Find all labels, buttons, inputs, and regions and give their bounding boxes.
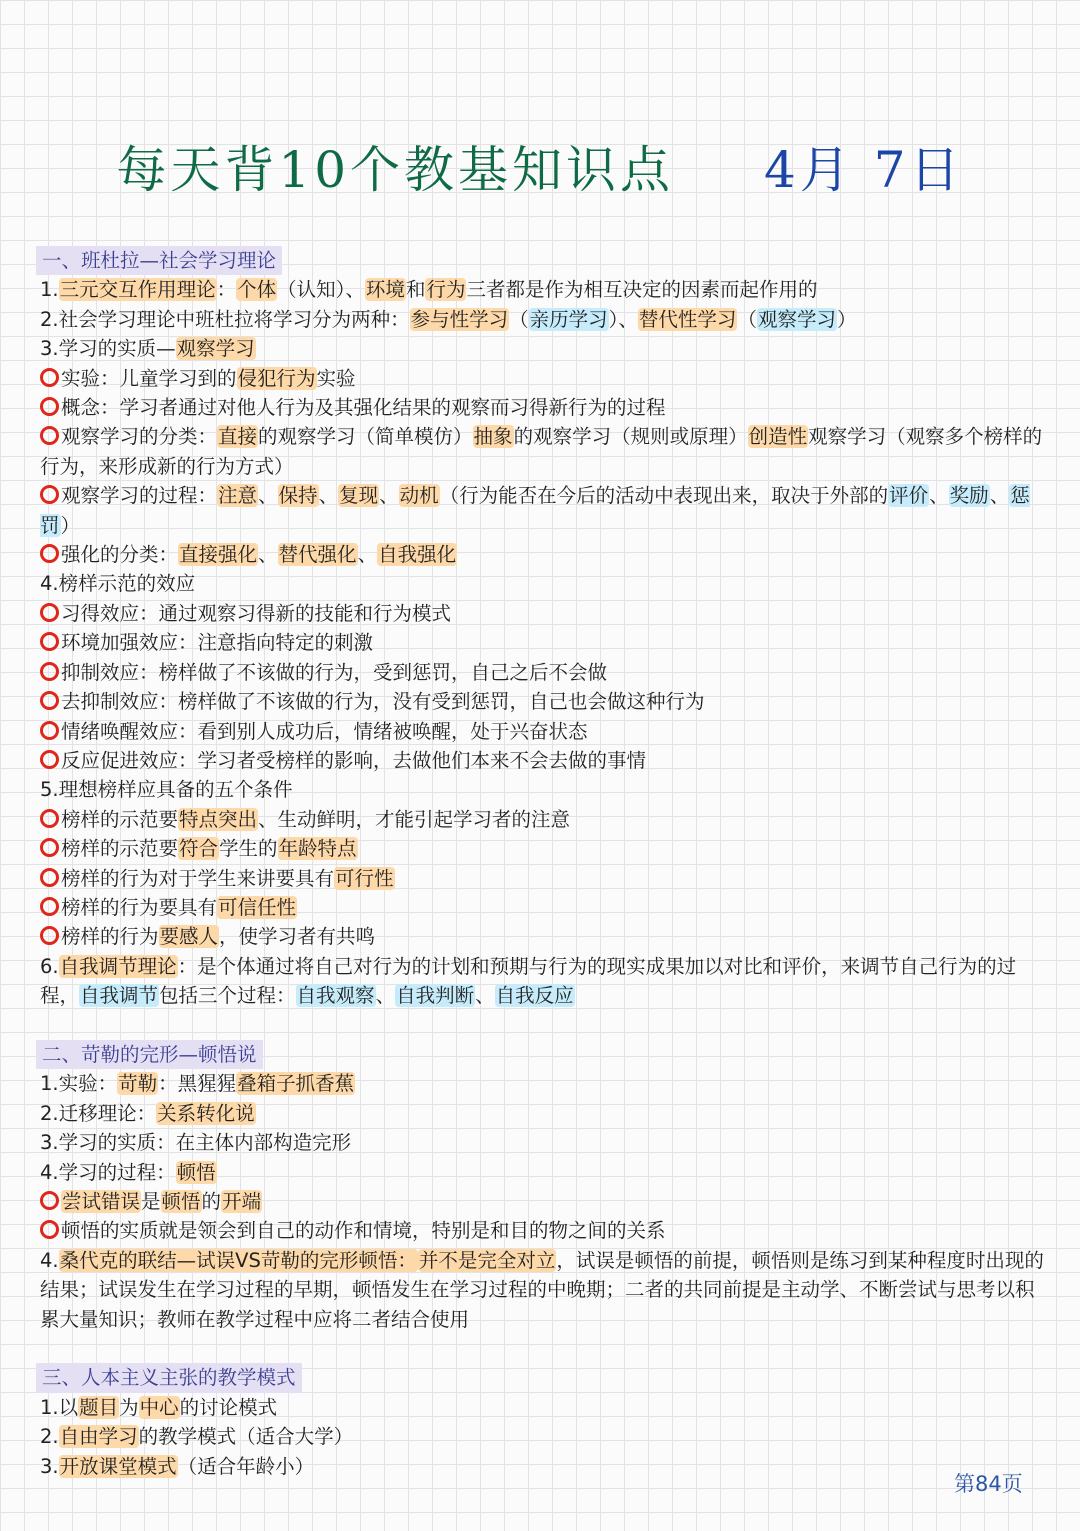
note-text: 是 xyxy=(141,1189,161,1213)
highlight-blue: 自我判断 xyxy=(396,984,475,1008)
highlight-orange: 尝试错误 xyxy=(62,1189,141,1213)
red-circle-bullet-icon xyxy=(40,868,59,887)
note-line xyxy=(40,864,1050,893)
note-line xyxy=(40,1187,1050,1216)
note-text: 4.榜样示范的效应 xyxy=(40,572,196,596)
highlight-orange: 中心 xyxy=(139,1395,179,1419)
highlight-orange: 符合 xyxy=(179,837,219,861)
note-text: 的观察学习（简单模仿） xyxy=(258,425,473,449)
highlight-blue: 自我观察 xyxy=(296,984,375,1008)
highlight-blue: 亲历学习 xyxy=(529,307,608,331)
note-text: 观察学习的分类： xyxy=(61,425,218,449)
note-line xyxy=(40,393,1050,422)
note-line xyxy=(40,275,1050,304)
highlight-orange: 年龄特点 xyxy=(278,837,357,861)
title-main: 每天背10个教基知识点 xyxy=(116,141,675,199)
highlight-orange: 顿悟 xyxy=(176,1160,216,1184)
highlight-orange: 自我调节理论 xyxy=(59,954,177,978)
highlight-orange: 叠箱子抓香蕉 xyxy=(237,1072,355,1096)
highlight-orange: 要感人 xyxy=(159,925,219,949)
highlight-orange: 参与性学习 xyxy=(410,307,509,331)
note-text: 的讨论模式 xyxy=(179,1395,278,1419)
note-text: 1.以 xyxy=(40,1395,79,1419)
note-text: 3. xyxy=(40,1454,59,1478)
red-circle-bullet-icon xyxy=(40,809,59,828)
note-text: 习得效应：通过观察习得新的技能和行为模式 xyxy=(61,601,452,625)
note-text: 实验 xyxy=(316,366,356,390)
note-line xyxy=(40,1158,1050,1187)
note-text: （认知）、 xyxy=(277,278,365,302)
red-circle-bullet-icon xyxy=(40,926,59,945)
note-line xyxy=(40,1452,1050,1481)
red-circle-bullet-icon xyxy=(40,721,59,740)
red-circle-bullet-icon xyxy=(40,603,59,622)
note-text: 3.学习的实质：在主体内部构造完形 xyxy=(40,1131,352,1155)
highlight-blue: 评价 xyxy=(889,484,929,508)
highlight-blue: 自我调节 xyxy=(80,984,159,1008)
highlight-orange: 注意 xyxy=(218,484,258,508)
note-line xyxy=(40,1393,1050,1422)
highlight-orange: 直接 xyxy=(218,425,258,449)
red-circle-bullet-icon xyxy=(40,897,59,916)
note-text: ，试误是顿悟的前提，顿悟则是练习到某种程度时出现的结果；试误发生在学习过程的早期，顿悟发生在学习过程的中晚期；二者的共同前提是主动学、不断尝试与思考以积累大量知识；教师在教学过程中应将二者结合使用 xyxy=(40,1248,1044,1331)
red-circle-bullet-icon xyxy=(40,1191,59,1210)
note-text: 反应促进效应：学习者受榜样的影响，去做他们本来不会去做的事情 xyxy=(61,748,647,772)
note-text: 学生的 xyxy=(219,837,278,861)
red-circle-bullet-icon xyxy=(40,485,59,504)
highlight-blue: 惩罚 xyxy=(40,484,1030,537)
note-text: 、 xyxy=(258,484,278,508)
note-line xyxy=(40,746,1050,775)
note-line xyxy=(40,834,1050,863)
note-text: 榜样的行为对于学生来讲要具有 xyxy=(61,866,335,890)
note-text: 、 xyxy=(379,484,399,508)
note-line xyxy=(40,1246,1050,1334)
note-text: 2. xyxy=(40,1425,59,1449)
highlight-orange: 题目 xyxy=(79,1395,119,1419)
red-circle-bullet-icon xyxy=(40,426,59,445)
note-line xyxy=(40,334,1050,363)
note-text: 观察学习的过程： xyxy=(61,484,218,508)
note-line xyxy=(40,1422,1050,1451)
note-text: 观察学习（观察多个榜样的行为，来形成新的行为方式） xyxy=(40,425,1043,478)
highlight-orange: 保持 xyxy=(278,484,318,508)
note-line xyxy=(40,1216,1050,1245)
note-text: 榜样的行为 xyxy=(61,925,159,949)
section-heading: 一、班杜拉—社会学习理论 xyxy=(36,246,282,275)
note-text: 5.理想榜样应具备的五个条件 xyxy=(40,778,293,802)
highlight-orange: 苛勒 xyxy=(118,1072,158,1096)
highlight-orange: 替代强化 xyxy=(278,543,357,567)
note-line xyxy=(40,540,1050,569)
note-text: ） xyxy=(60,513,81,537)
note-text: 的 xyxy=(201,1189,222,1213)
highlight-orange: 三元交互作用理论 xyxy=(59,278,216,302)
note-text: 2.社会学习理论中班杜拉将学习分为两种： xyxy=(40,307,410,331)
highlight-orange: 环境 xyxy=(365,278,405,302)
note-text: 的教学模式（适合大学） xyxy=(138,1425,354,1449)
note-line xyxy=(40,717,1050,746)
highlight-orange: 动机 xyxy=(399,484,439,508)
page-title xyxy=(0,130,1080,202)
title-date: 4月 7日 xyxy=(764,141,964,199)
section-heading: 二、苛勒的完形—顿悟说 xyxy=(36,1040,263,1069)
red-circle-bullet-icon xyxy=(40,368,59,387)
note-text: 、 xyxy=(258,543,278,567)
note-text: ，使学习者有共鸣 xyxy=(219,925,376,949)
red-circle-bullet-icon xyxy=(40,838,59,857)
note-text: 3.学习的实质— xyxy=(40,337,176,361)
highlight-orange: 自我强化 xyxy=(378,543,457,567)
note-text: 榜样的行为要具有 xyxy=(61,895,218,919)
red-circle-bullet-icon xyxy=(40,397,59,416)
note-line xyxy=(40,1069,1050,1098)
note-text: 环境加强效应：注意指向特定的刺激 xyxy=(61,631,374,655)
note-line xyxy=(40,422,1050,481)
note-line xyxy=(40,364,1050,393)
note-text: 包括三个过程： xyxy=(159,984,296,1008)
highlight-orange: 创造性 xyxy=(748,425,808,449)
note-text: 的观察学习（规则或原理） xyxy=(513,425,748,449)
note-text: 榜样的示范要 xyxy=(61,837,179,861)
note-text: ：是个体通过将自己对行为的计划和预期与行为的现实成果加以对比和评价，来调节自己行为的过程， xyxy=(40,954,1017,1008)
highlight-orange: 个体 xyxy=(237,278,277,302)
red-circle-bullet-icon xyxy=(40,1220,59,1239)
red-circle-bullet-icon xyxy=(40,632,59,651)
red-circle-bullet-icon xyxy=(40,544,59,563)
highlight-orange: 并不是完全对立 xyxy=(418,1248,556,1272)
highlight-blue: 自我反应 xyxy=(495,984,574,1008)
note-text: 抑制效应：榜样做了不该做的行为，受到惩罚，自己之后不会做 xyxy=(61,660,608,684)
note-text: 1. xyxy=(40,278,59,302)
section-heading-row xyxy=(40,1040,1050,1069)
note-line xyxy=(40,805,1050,834)
note-line xyxy=(40,687,1050,716)
note-text: 强化的分类： xyxy=(61,543,179,567)
section-heading-row xyxy=(40,1363,1050,1392)
note-line xyxy=(40,481,1050,540)
note-text: （ xyxy=(509,307,529,331)
highlight-orange: 观察学习 xyxy=(176,337,255,361)
note-line xyxy=(40,1099,1050,1128)
highlight-orange: 可行性 xyxy=(335,866,394,890)
highlight-orange: 可信任性 xyxy=(218,895,297,919)
note-text: 4. xyxy=(40,1248,59,1272)
highlight-orange: 侵犯行为 xyxy=(237,366,316,390)
note-text: 三者都是作为相互决定的因素而起作用的 xyxy=(466,278,818,302)
note-text: （适合年龄小） xyxy=(177,1454,315,1478)
highlight-orange: 替代性学习 xyxy=(638,307,737,331)
highlight-orange: 自由学习 xyxy=(59,1425,138,1449)
note-text: （ xyxy=(737,307,757,331)
highlight-blue: 奖励 xyxy=(949,484,989,508)
note-text: ：黑猩猩 xyxy=(158,1072,237,1096)
notes-content xyxy=(40,246,1050,1481)
note-text: 、生动鲜明，才能引起学习者的注意 xyxy=(258,807,571,831)
highlight-blue: 观察学习 xyxy=(757,307,836,331)
highlight-orange: 关系转化说 xyxy=(157,1101,255,1125)
highlight-orange: 行为 xyxy=(426,278,466,302)
note-line xyxy=(40,952,1050,1011)
highlight-orange: 桑代克的联结—试误VS苛勒的完形顿悟： xyxy=(59,1248,417,1272)
note-text: 、 xyxy=(357,543,378,567)
note-text: ： xyxy=(216,278,237,302)
red-circle-bullet-icon xyxy=(40,691,59,710)
note-text: 情绪唤醒效应：看到别人成功后，情绪被唤醒，处于兴奋状态 xyxy=(61,719,588,743)
note-line xyxy=(40,893,1050,922)
section-heading: 三、人本主义主张的教学模式 xyxy=(36,1363,302,1392)
note-text: 、 xyxy=(375,984,396,1008)
highlight-orange: 复现 xyxy=(339,484,379,508)
note-text: ） xyxy=(836,307,857,331)
note-text: 1.实验： xyxy=(40,1072,118,1096)
note-text: （行为能否在今后的活动中表现出来，取决于外部的 xyxy=(439,484,889,508)
section-gap xyxy=(40,1011,1050,1040)
note-text: 为 xyxy=(119,1395,139,1419)
highlight-orange: 开端 xyxy=(222,1189,262,1213)
note-text: 概念：学习者通过对他人行为及其强化结果的观察而习得新行为的过程 xyxy=(61,396,666,420)
note-line xyxy=(40,658,1050,687)
note-text: 6. xyxy=(40,954,59,978)
note-line xyxy=(40,305,1050,334)
note-text: 2.迁移理论： xyxy=(40,1101,157,1125)
note-text: 、 xyxy=(318,484,339,508)
red-circle-bullet-icon xyxy=(40,750,59,769)
page-number: 第84页 xyxy=(954,1472,1023,1496)
note-text: 去抑制效应：榜样做了不该做的行为，没有受到惩罚，自己也会做这种行为 xyxy=(61,690,705,714)
red-circle-bullet-icon xyxy=(40,662,59,681)
note-line xyxy=(40,922,1050,951)
note-text: 4.学习的过程： xyxy=(40,1160,176,1184)
note-line xyxy=(40,599,1050,628)
note-text: 、 xyxy=(929,484,949,508)
highlight-orange: 特点突出 xyxy=(179,807,258,831)
note-line xyxy=(40,775,1050,804)
note-line xyxy=(40,569,1050,598)
note-text: 、 xyxy=(989,484,1010,508)
note-text: ）、 xyxy=(608,307,638,331)
note-line xyxy=(40,1128,1050,1157)
highlight-orange: 直接强化 xyxy=(179,543,258,567)
note-text: 榜样的示范要 xyxy=(61,807,179,831)
note-text: 实验：儿童学习到的 xyxy=(61,366,237,390)
note-text: 和 xyxy=(405,278,426,302)
note-text: 、 xyxy=(475,984,495,1008)
note-line xyxy=(40,628,1050,657)
section-heading-row xyxy=(40,246,1050,275)
highlight-orange: 顿悟 xyxy=(161,1189,201,1213)
note-text: 顿悟的实质就是领会到自己的动作和情境，特别是和目的物之间的关系 xyxy=(61,1219,666,1243)
section-gap xyxy=(40,1334,1050,1363)
highlight-orange: 开放课堂模式 xyxy=(59,1454,177,1478)
highlight-orange: 抽象 xyxy=(473,425,513,449)
